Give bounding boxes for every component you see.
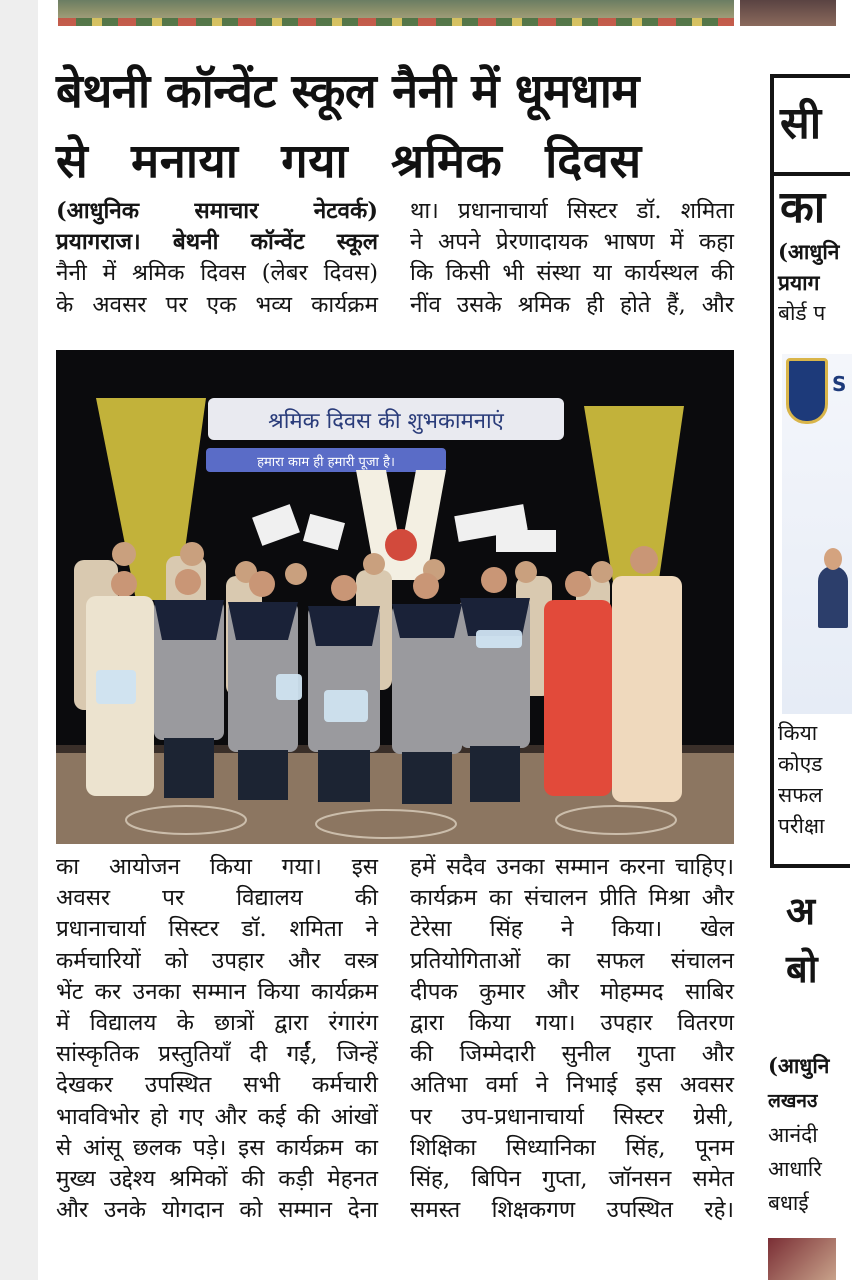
page-gutter <box>0 0 38 1280</box>
article-column-top-right <box>410 196 734 321</box>
article-line: देखकर उपस्थित सभी कर्मचारी <box>56 1072 378 1099</box>
adjacent-divider <box>774 172 850 176</box>
article-line: भेंट कर उनका सम्मान किया कार्यक्रम <box>56 978 378 1005</box>
article-line: प्रधानाचार्या सिस्टर डॉ. शमिता ने <box>56 916 378 943</box>
article-line: भावविभोर हो गए और कई की आंखों <box>56 1103 378 1130</box>
article-line: कर्मचारियों को उपहार और वस्त्र <box>56 947 378 974</box>
article-line: प्रतियोगिताओं का सफल संचालन <box>410 947 734 974</box>
adjacent-line: परीक्षा <box>778 814 825 838</box>
banner-text: श्रमिक दिवस की शुभकामनाएं <box>268 409 504 434</box>
adjacent-photo-person <box>818 566 848 628</box>
second-adjacent-line: आनंदी <box>768 1123 818 1147</box>
article-line: में विद्यालय के छात्रों द्वारा रंगारंग <box>56 1010 378 1037</box>
dateline-city: प्रयागराज। बेथनी कॉन्वेंट स्कूल <box>56 229 378 256</box>
article-line: हमें सदैव उनका सम्मान करना चाहिए। <box>410 854 734 880</box>
article-column-top-left <box>56 196 378 321</box>
adjacent-line: किया <box>778 721 818 745</box>
adjacent-line: सफल <box>778 783 823 807</box>
article-line: द्वारा किया गया। उपहार वितरण <box>410 1010 734 1037</box>
article-line: नैनी में श्रमिक दिवस (लेबर दिवस) <box>56 260 378 287</box>
article-line: सिंह, बिपिन गुप्ता, जॉनसन समेत <box>410 1166 734 1193</box>
sub-banner-text: हमारा काम ही हमारी पूजा है। <box>257 455 395 470</box>
article-line: सांस्कृतिक प्रस्तुतियाँ दी गईं, जिन्हें <box>56 1041 378 1068</box>
article-line: पर उप-प्रधानाचार्या सिस्टर ग्रेसी, <box>410 1103 734 1130</box>
adjacent-article-photo <box>740 0 836 26</box>
article-line: के अवसर पर एक भव्य कार्यक्रम <box>56 291 378 318</box>
article-column-bottom-right <box>410 852 734 1226</box>
adjacent-headline-1: सी <box>780 98 822 149</box>
adjacent-line: बोर्ड प <box>778 301 826 325</box>
article-line: कार्यक्रम का संचालन प्रीति मिश्रा और <box>410 885 734 912</box>
second-adjacent-headline-2: बो <box>786 946 818 991</box>
second-adjacent-city: लखनउ <box>768 1090 818 1112</box>
article-line: कि किसी भी संस्था या कार्यस्थल की <box>410 260 734 287</box>
article-line: टेरेसा सिंह ने किया। खेल <box>410 916 734 943</box>
adjacent-line: कोएड <box>778 752 823 776</box>
article-line: समस्त शिक्षकगण उपस्थित रहे। <box>410 1197 734 1224</box>
school-logo-icon <box>786 358 828 424</box>
article-line: अतिभा वर्मा ने निभाई इस अवसर <box>410 1072 734 1099</box>
article-line: से आंसू छलक पड़े। इस कार्यक्रम का <box>56 1134 378 1161</box>
dateline-network: (आधुनिक समाचार नेटवर्क) <box>56 198 378 224</box>
article-line: की जिम्मेदारी सुनील गुप्ता और <box>410 1041 734 1068</box>
second-adjacent-headline-1: अ <box>786 888 816 933</box>
adjacent-article-box <box>770 74 850 868</box>
article-line: था। प्रधानाचार्या सिस्टर डॉ. शमिता <box>410 198 734 224</box>
article-line: दीपक कुमार और मोहम्मद साबिर <box>410 978 734 1005</box>
adjacent-dateline: (आधुनि <box>778 239 840 264</box>
article-line: अवसर पर विद्यालय की <box>56 885 378 912</box>
second-adjacent-photo <box>768 1238 836 1280</box>
headline-line-2: से मनाया गया श्रमिक दिवस <box>56 134 642 189</box>
article-column-bottom-left <box>56 852 378 1226</box>
previous-article-photo <box>58 0 734 26</box>
article-line: का आयोजन किया गया। इस <box>56 854 378 880</box>
article-line: और उनके योगदान को सम्मान देना <box>56 1197 378 1224</box>
article-line: ने अपने प्रेरणादायक भाषण में कहा <box>410 229 734 256</box>
second-adjacent-dateline: (आधुनि <box>768 1053 830 1078</box>
headline-line-1: बेथनी कॉन्वेंट स्कूल नैनी में धूमधाम <box>56 64 639 119</box>
article-line: मुख्य उद्देश्य श्रमिकों की कड़ी मेहनत <box>56 1166 378 1193</box>
adjacent-headline-2: का <box>780 182 826 233</box>
adjacent-city: प्रयाग <box>778 270 820 295</box>
adjacent-photo-letter: S <box>832 372 847 396</box>
article-line: नींव उसके श्रमिक ही होते हैं, और <box>410 291 734 318</box>
article-line: शिक्षिका सिध्यानिका सिंह, पूनम <box>410 1134 734 1161</box>
second-adjacent-line: आधारि <box>768 1157 822 1181</box>
event-photo <box>56 350 734 844</box>
second-adjacent-line: बधाई <box>768 1191 809 1215</box>
